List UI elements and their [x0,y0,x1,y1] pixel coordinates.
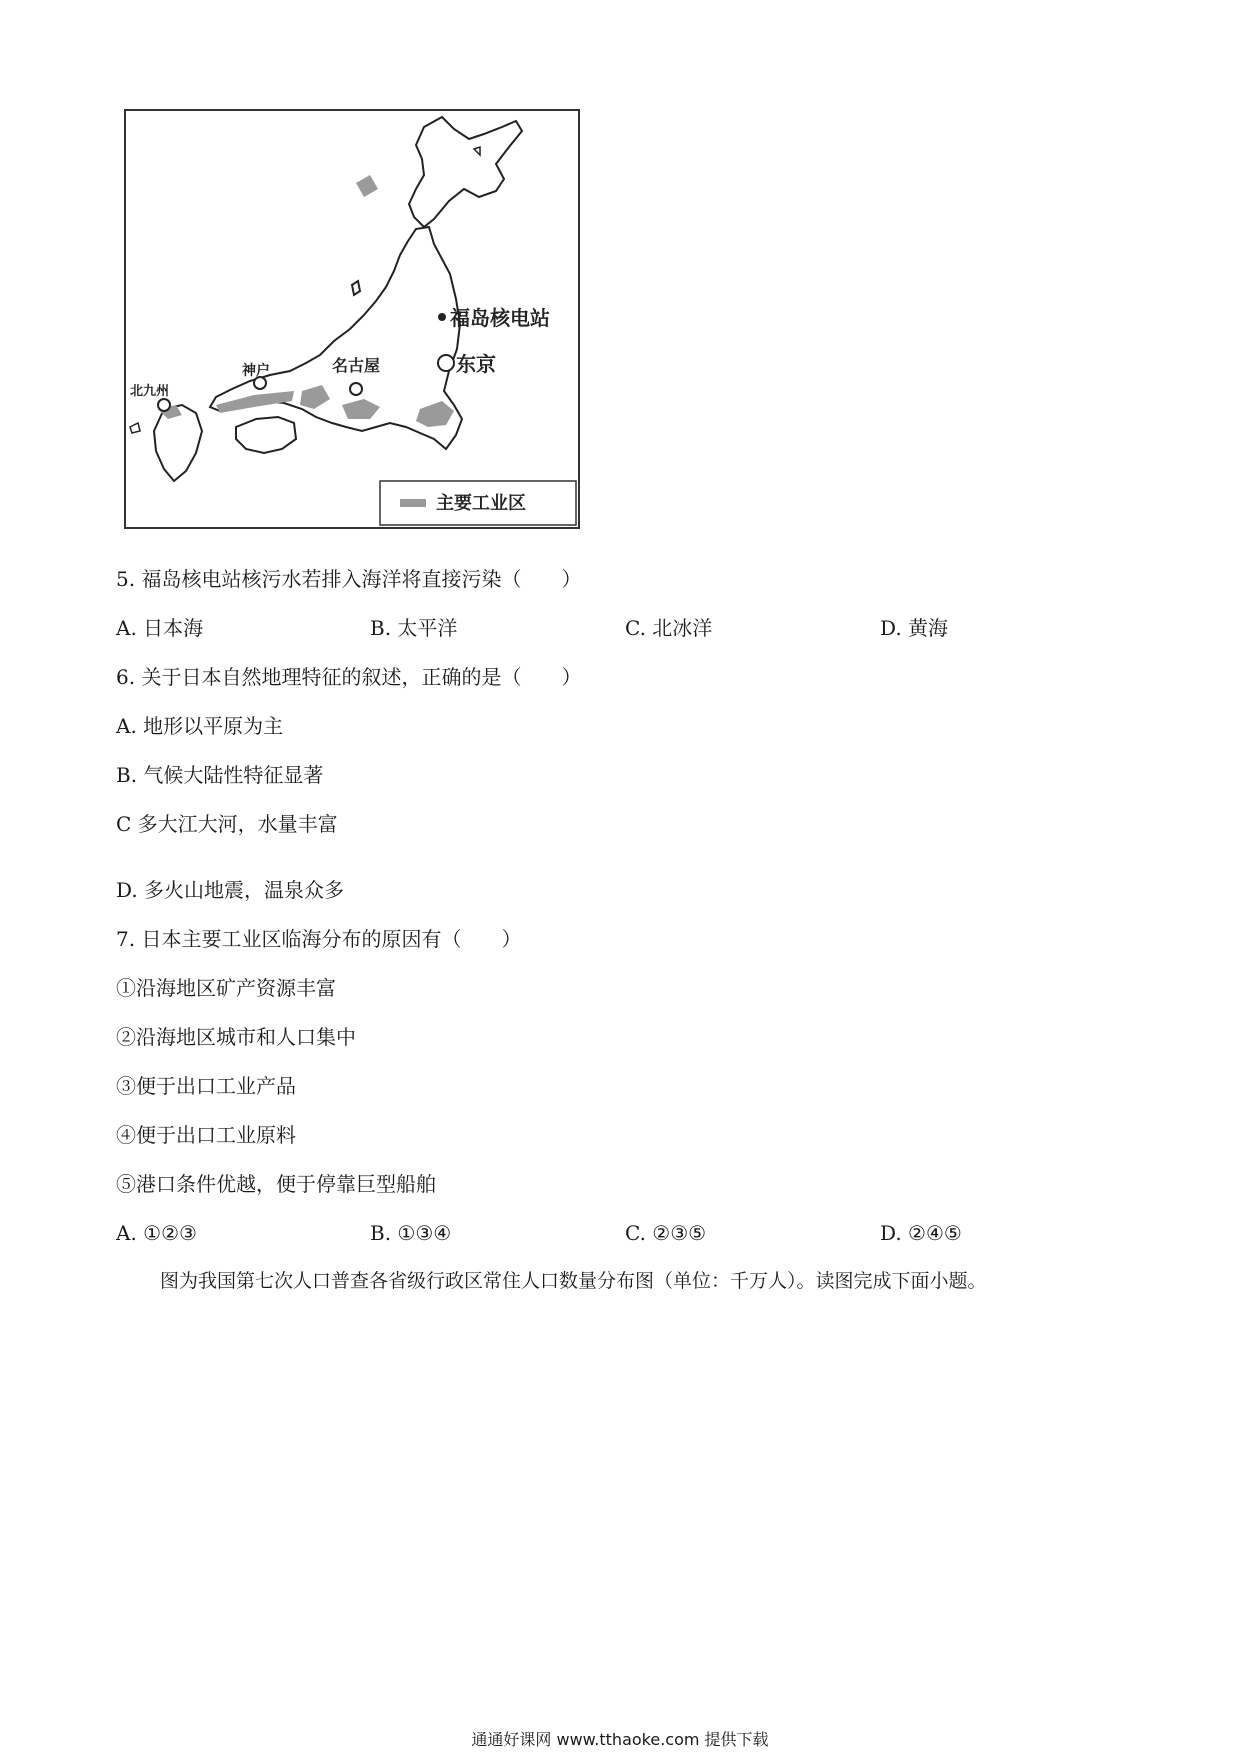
q6-stem: 6. 关于日本自然地理特征的叙述，正确的是（ ） [116,665,582,689]
q7-option-a: A. ①②③ [116,1221,197,1245]
q7-option-d: D. ②④⑤ [880,1221,962,1245]
q7-statement-4: ④便于出口工业原料 [116,1123,296,1147]
q5-option-b: B. 太平洋 [370,616,458,640]
q5-option-a: A. 日本海 [116,616,204,640]
q7-option-b: B. ①③④ [370,1221,452,1245]
kitakyushu-marker [158,399,170,411]
tokyo-marker [438,355,454,371]
japan-industry-map [124,109,580,529]
fukushima-marker [438,313,446,321]
q5-option-d: D. 黄海 [880,616,949,640]
q7-statement-1: ①沿海地区矿产资源丰富 [116,976,336,1000]
q6-option-b: B. 气候大陆性特征显著 [116,763,324,787]
q7-statement-5: ⑤港口条件优越，便于停靠巨型船舶 [116,1172,436,1196]
label-kobe: 神户 [242,363,270,379]
page-footer: 通通好课网 www.tthaoke.com 提供下载 [471,1730,769,1749]
legend-label: 主要工业区 [436,493,526,514]
label-kitakyushu: 北九州 [130,384,170,399]
q5-stem: 5. 福岛核电站核污水若排入海洋将直接污染（ ） [116,567,582,591]
legend-swatch [400,499,426,507]
q7-statement-3: ③便于出口工业产品 [116,1074,296,1098]
q6-option-c: C 多大江大河，水量丰富 [116,812,338,836]
q7-stem: 7. 日本主要工业区临海分布的原因有（ ） [116,927,522,951]
japan-map-svg [124,109,580,529]
label-nagoya: 名古屋 [332,356,381,375]
label-tokyo: 东京 [456,352,496,376]
q6-option-d: D. 多火山地震，温泉众多 [116,878,345,902]
q7-statement-2: ②沿海地区城市和人口集中 [116,1025,356,1049]
label-fukushima: 福岛核电站 [450,306,550,330]
nagoya-marker [350,383,362,395]
q5-option-c: C. 北冰洋 [625,616,713,640]
sado-island [352,281,360,295]
next-section-intro: 图为我国第七次人口普查各省级行政区常住人口数量分布图（单位：千万人）。读图完成下面小题。 [160,1270,987,1292]
q6-option-a: A. 地形以平原为主 [116,714,284,738]
q7-option-c: C. ②③⑤ [625,1221,707,1245]
